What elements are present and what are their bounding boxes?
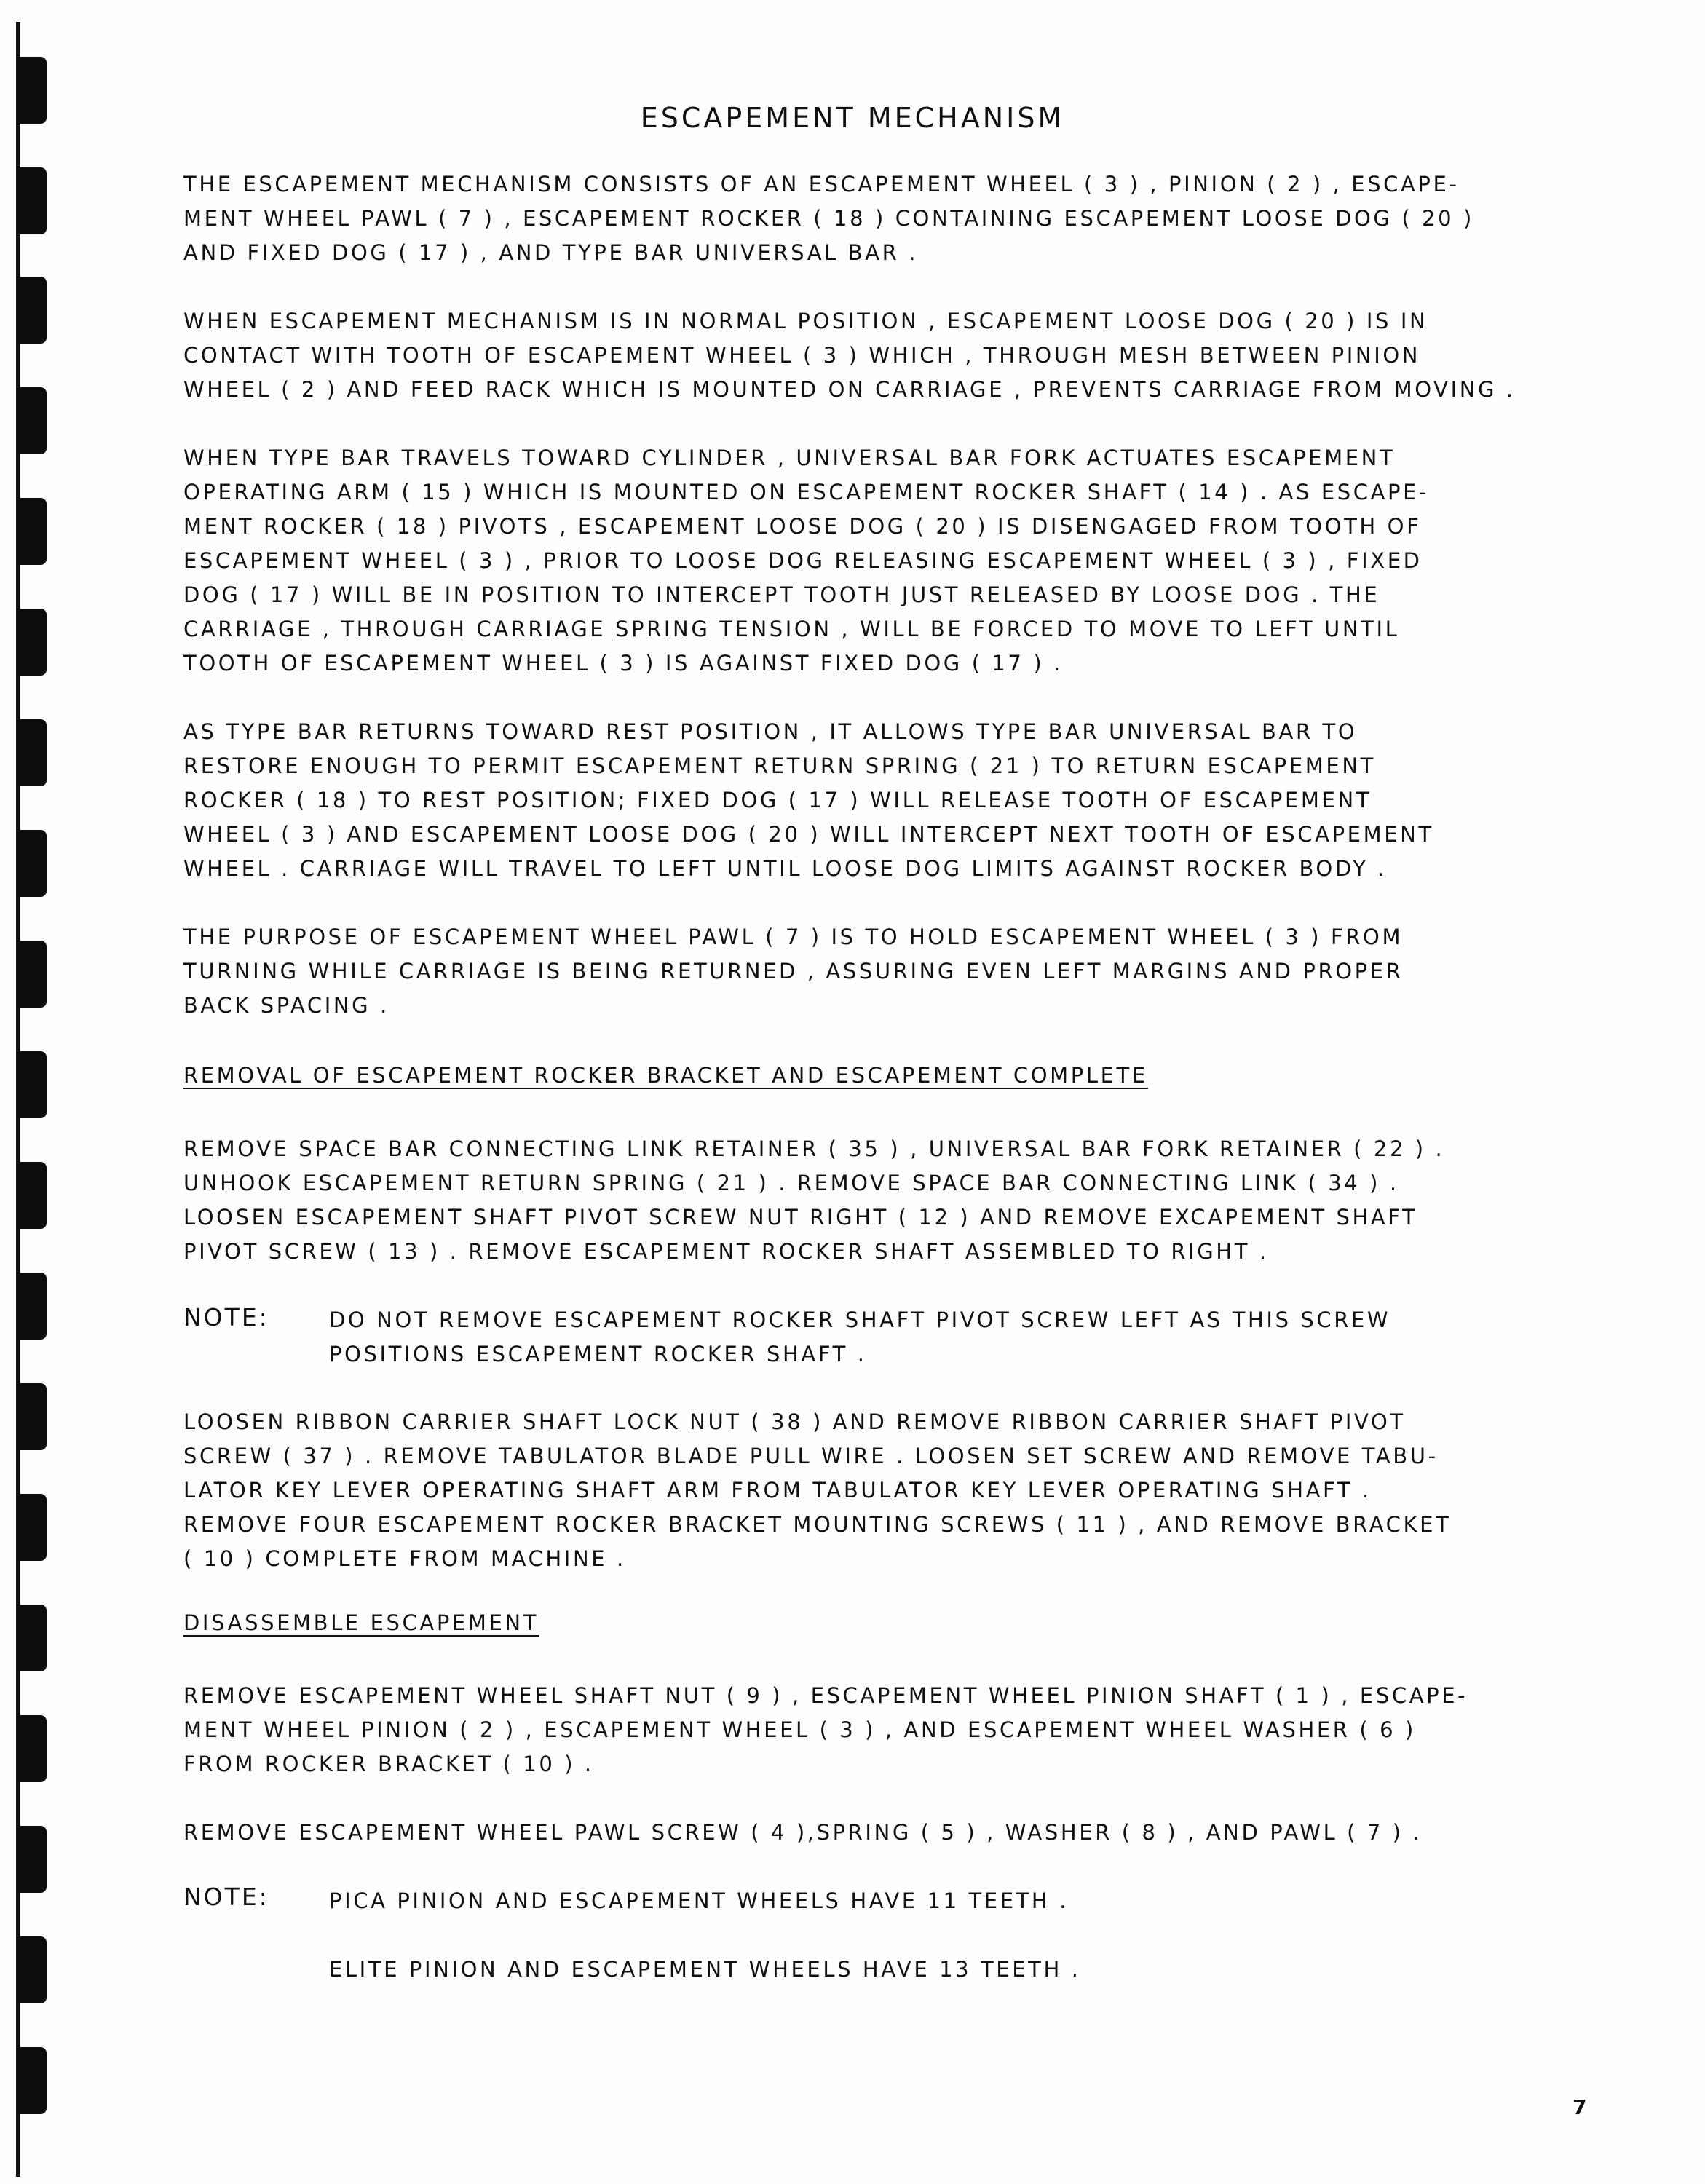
- text-line: DO NOT REMOVE ESCAPEMENT ROCKER SHAFT PIVOT SCREW LEFT AS THIS SCREW: [329, 1307, 1391, 1332]
- text-line: WHEN TYPE BAR TRAVELS TOWARD CYLINDER , UNIVERSAL BAR FORK ACTUATES ESCAPEMENT: [183, 446, 1396, 470]
- binding-hole: [17, 719, 47, 786]
- text-line: UNHOOK ESCAPEMENT RETURN SPRING ( 21 ) . REMOVE SPACE BAR CONNECTING LINK ( 34 ) .: [183, 1171, 1399, 1195]
- text-line: MENT WHEEL PAWL ( 7 ) , ESCAPEMENT ROCKER ( 18 ) CONTAINING ESCAPEMENT LOOSE DOG ( 20 ): [183, 206, 1474, 231]
- text-line: PICA PINION AND ESCAPEMENT WHEELS HAVE 11 TEETH .: [329, 1888, 1069, 1913]
- text-line: ( 10 ) COMPLETE FROM MACHINE .: [183, 1546, 626, 1571]
- text-line: WHEEL ( 2 ) AND FEED RACK WHICH IS MOUNTED ON CARRIAGE , PREVENTS CARRIAGE FROM MOVING .: [183, 377, 1516, 402]
- paragraph-type-bar-return: [183, 715, 1661, 886]
- note-text: [329, 1884, 1069, 1918]
- text-line: BACK SPACING .: [183, 993, 389, 1018]
- text-line: AS TYPE BAR RETURNS TOWARD REST POSITION , IT ALLOWS TYPE BAR UNIVERSAL BAR TO: [183, 719, 1358, 744]
- text-line: FROM ROCKER BRACKET ( 10 ) .: [183, 1752, 594, 1776]
- text-line: REMOVE FOUR ESCAPEMENT ROCKER BRACKET MOUNTING SCREWS ( 11 ) , AND REMOVE BRACKET: [183, 1512, 1452, 1537]
- paragraph-disassemble-steps: [183, 1679, 1661, 1781]
- paragraph-type-bar-travel: [183, 441, 1661, 681]
- text-line: WHEEL ( 3 ) AND ESCAPEMENT LOOSE DOG ( 20 ) WILL INTERCEPT NEXT TOOTH OF ESCAPEMENT: [183, 822, 1434, 847]
- binding-hole: [17, 277, 47, 344]
- text-line: ESCAPEMENT WHEEL ( 3 ) , PRIOR TO LOOSE DOG RELEASING ESCAPEMENT WHEEL ( 3 ) , FIXED: [183, 548, 1423, 573]
- text-line: CONTACT WITH TOOTH OF ESCAPEMENT WHEEL ( 3 ) WHICH , THROUGH MESH BETWEEN PINION: [183, 343, 1421, 368]
- text-line: LATOR KEY LEVER OPERATING SHAFT ARM FROM TABULATOR KEY LEVER OPERATING SHAFT .: [183, 1478, 1372, 1503]
- binding-hole: [17, 1162, 47, 1229]
- text-line: TURNING WHILE CARRIAGE IS BEING RETURNED , ASSURING EVEN LEFT MARGINS AND PROPER: [183, 959, 1404, 984]
- paragraph-pawl-purpose: [183, 920, 1661, 1023]
- text-line: WHEEL . CARRIAGE WILL TRAVEL TO LEFT UNTIL LOOSE DOG LIMITS AGAINST ROCKER BODY .: [183, 856, 1388, 881]
- binding-hole: [17, 1936, 47, 2003]
- text-line: RESTORE ENOUGH TO PERMIT ESCAPEMENT RETURN SPRING ( 21 ) TO RETURN ESCAPEMENT: [183, 753, 1376, 778]
- binding-hole: [17, 1051, 47, 1118]
- binding-hole: [17, 387, 47, 454]
- text-line: REMOVE ESCAPEMENT WHEEL SHAFT NUT ( 9 ) , ESCAPEMENT WHEEL PINION SHAFT ( 1 ) , ESCAPE-: [183, 1683, 1468, 1708]
- binding-hole: [17, 1494, 47, 1561]
- text-line: MENT WHEEL PINION ( 2 ) , ESCAPEMENT WHEEL ( 3 ) , AND ESCAPEMENT WHEEL WASHER ( 6 ): [183, 1717, 1416, 1742]
- text-line: POSITIONS ESCAPEMENT ROCKER SHAFT .: [329, 1342, 867, 1366]
- note-label: NOTE:: [183, 1883, 269, 1911]
- section-heading-removal: REMOVAL OF ESCAPEMENT ROCKER BRACKET AND ESCAPEMENT COMPLETE: [183, 1063, 1148, 1088]
- paragraph-ribbon-carrier: [183, 1405, 1661, 1576]
- binding-hole: [17, 1605, 47, 1671]
- page-number: 7: [1573, 2095, 1587, 2119]
- text-line: AND FIXED DOG ( 17 ) , AND TYPE BAR UNIVERSAL BAR .: [183, 240, 919, 265]
- paragraph-pawl-removal: [183, 1816, 1661, 1850]
- binding-hole: [17, 1273, 47, 1340]
- text-line: OPERATING ARM ( 15 ) WHICH IS MOUNTED ON ESCAPEMENT ROCKER SHAFT ( 14 ) . AS ESCAPE-: [183, 480, 1430, 505]
- section-heading-disassemble: DISASSEMBLE ESCAPEMENT: [183, 1610, 539, 1635]
- text-line: LOOSEN RIBBON CARRIER SHAFT LOCK NUT ( 38 ) AND REMOVE RIBBON CARRIER SHAFT PIVOT: [183, 1409, 1406, 1434]
- binding-hole: [17, 498, 47, 565]
- text-line: SCREW ( 37 ) . REMOVE TABULATOR BLADE PULL WIRE . LOOSEN SET SCREW AND REMOVE TABU-: [183, 1444, 1439, 1468]
- binding-hole: [17, 1826, 47, 1893]
- binding-hole: [17, 2047, 47, 2114]
- text-line: REMOVE ESCAPEMENT WHEEL PAWL SCREW ( 4 ),SPRING ( 5 ) , WASHER ( 8 ) , AND PAWL ( 7 ) .: [183, 1820, 1423, 1845]
- text-line: PIVOT SCREW ( 13 ) . REMOVE ESCAPEMENT ROCKER SHAFT ASSEMBLED TO RIGHT .: [183, 1239, 1269, 1264]
- text-line: CARRIAGE , THROUGH CARRIAGE SPRING TENSION , WILL BE FORCED TO MOVE TO LEFT UNTIL: [183, 617, 1400, 641]
- text-line: DOG ( 17 ) WILL BE IN POSITION TO INTERCEPT TOOTH JUST RELEASED BY LOOSE DOG . THE: [183, 582, 1380, 607]
- note-label: NOTE:: [183, 1303, 269, 1332]
- text-line: ELITE PINION AND ESCAPEMENT WHEELS HAVE 13 TEETH .: [329, 1957, 1081, 1982]
- paragraph-removal-steps: [183, 1132, 1661, 1269]
- binding-hole: [17, 1383, 47, 1450]
- note-text: [329, 1303, 1390, 1372]
- text-line: ROCKER ( 18 ) TO REST POSITION; FIXED DOG ( 17 ) WILL RELEASE TOOTH OF ESCAPEMENT: [183, 788, 1372, 812]
- text-line: THE ESCAPEMENT MECHANISM CONSISTS OF AN ESCAPEMENT WHEEL ( 3 ) , PINION ( 2 ) , ESCAPE-: [183, 172, 1460, 197]
- text-line: WHEN ESCAPEMENT MECHANISM IS IN NORMAL POSITION , ESCAPEMENT LOOSE DOG ( 20 ) IS IN: [183, 309, 1428, 333]
- binding-hole: [17, 609, 47, 676]
- binding-hole: [17, 941, 47, 1008]
- binding-hole: [17, 830, 47, 897]
- binding-hole: [17, 1715, 47, 1782]
- text-line: MENT ROCKER ( 18 ) PIVOTS , ESCAPEMENT LOOSE DOG ( 20 ) IS DISENGAGED FROM TOOTH OF: [183, 514, 1422, 539]
- binding-hole: [17, 167, 47, 234]
- text-line: LOOSEN ESCAPEMENT SHAFT PIVOT SCREW NUT RIGHT ( 12 ) AND REMOVE EXCAPEMENT SHAFT: [183, 1205, 1418, 1230]
- paragraph-overview: [183, 167, 1661, 270]
- text-line: TOOTH OF ESCAPEMENT WHEEL ( 3 ) IS AGAINST FIXED DOG ( 17 ) .: [183, 651, 1063, 676]
- page-title: ESCAPEMENT MECHANISM: [640, 102, 1065, 134]
- text-line: REMOVE SPACE BAR CONNECTING LINK RETAINER ( 35 ) , UNIVERSAL BAR FORK RETAINER ( 22 ) .: [183, 1136, 1445, 1161]
- note-text: [329, 1952, 1081, 1987]
- paragraph-normal-position: [183, 304, 1661, 407]
- text-line: THE PURPOSE OF ESCAPEMENT WHEEL PAWL ( 7 ) IS TO HOLD ESCAPEMENT WHEEL ( 3 ) FROM: [183, 925, 1404, 949]
